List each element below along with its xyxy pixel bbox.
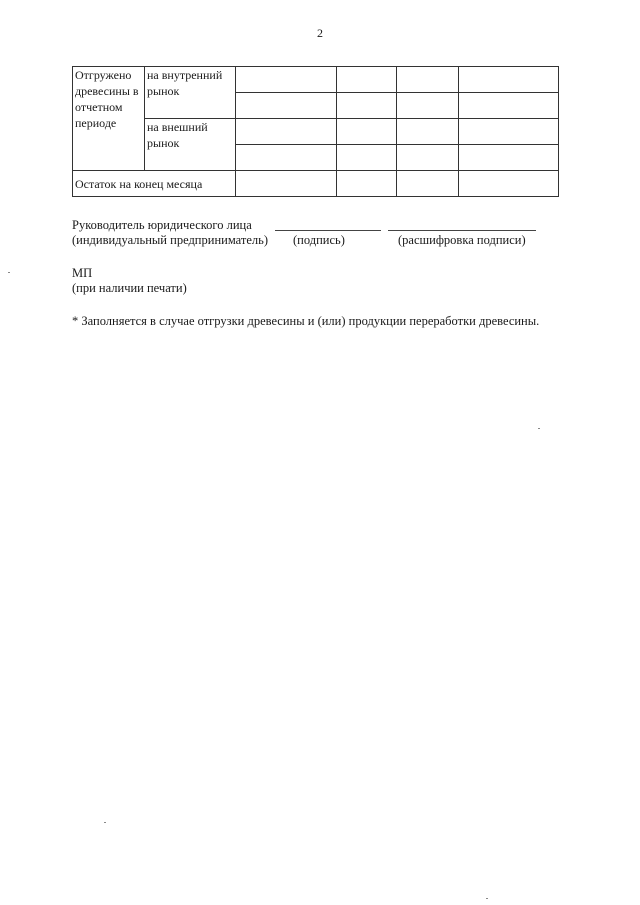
month-end-balance-cell: Остаток на конец месяца xyxy=(73,171,236,197)
mp-label: МП xyxy=(72,266,93,280)
stamp-block xyxy=(72,266,187,296)
mp-note: (при наличии печати) xyxy=(72,281,187,295)
table-cell xyxy=(459,171,559,197)
scan-speck xyxy=(538,428,540,429)
table-cell xyxy=(397,93,459,119)
report-table xyxy=(72,66,559,197)
table-cell xyxy=(236,93,337,119)
table-cell xyxy=(459,119,559,145)
table-row xyxy=(73,67,559,93)
decryption-caption: (расшифровка подписи) xyxy=(398,233,526,247)
scan-speck xyxy=(486,898,488,899)
table-cell xyxy=(337,171,397,197)
head-label: Руководитель юридического лица xyxy=(72,218,252,232)
signature-block xyxy=(72,218,572,248)
table-cell xyxy=(236,67,337,93)
table-cell xyxy=(337,93,397,119)
foreign-market-cell: на внешний рынок xyxy=(145,119,236,171)
signature-caption: (подпись) xyxy=(293,233,345,247)
table-row xyxy=(73,119,559,145)
scan-speck xyxy=(8,272,10,273)
domestic-market-cell: на внутренний рынок xyxy=(145,67,236,119)
page-number: 2 xyxy=(317,26,323,40)
footnote: * Заполняется в случае отгрузки древесины и (или) продукции переработки древесины. xyxy=(72,314,540,328)
scan-speck xyxy=(104,822,106,823)
shipped-label-cell: Отгружено древесины в отчетном периоде xyxy=(73,67,145,171)
table-row xyxy=(73,171,559,197)
table-cell xyxy=(397,145,459,171)
table-cell xyxy=(459,67,559,93)
decryption-underline xyxy=(388,230,536,231)
table-cell xyxy=(236,119,337,145)
table-cell xyxy=(397,171,459,197)
table-cell xyxy=(397,119,459,145)
table-cell xyxy=(397,67,459,93)
table-cell xyxy=(337,67,397,93)
entrepreneur-label: (индивидуальный предприниматель) xyxy=(72,233,268,247)
signature-underline xyxy=(275,230,381,231)
table-cell xyxy=(236,145,337,171)
table-cell xyxy=(337,119,397,145)
table-cell xyxy=(459,145,559,171)
table-cell xyxy=(459,93,559,119)
table-cell xyxy=(337,145,397,171)
table-cell xyxy=(236,171,337,197)
